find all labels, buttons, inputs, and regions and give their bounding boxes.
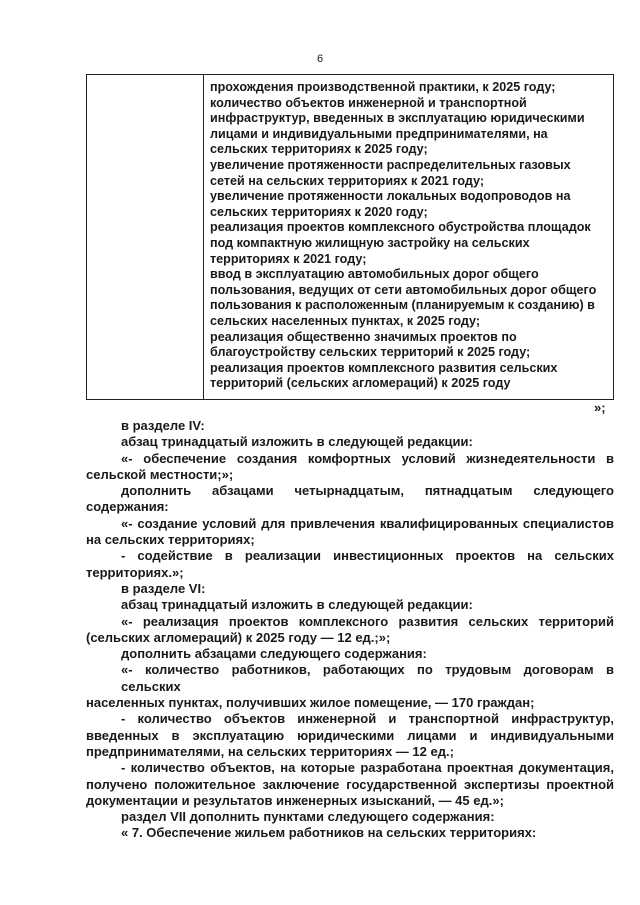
paragraph-line: содержания: [86, 499, 169, 515]
paragraph-line: «- количество работников, работающих по трудовым договорам в сельских [121, 662, 614, 694]
table-line: сетей на сельских территориях к 2021 году; [210, 173, 485, 188]
table-line: территорий (сельских агломераций) к 2025 году [210, 376, 511, 391]
document-body [86, 418, 614, 842]
paragraph-line: «- обеспечение создания комфортных условий жизнедеятельности в [121, 450, 614, 466]
paragraph-line: - содействие в реализации инвестиционных проектов на сельских [121, 548, 614, 564]
table-left-cell [87, 75, 204, 399]
paragraph-line: предпринимателями, на сельских территориях — 12 ед.; [86, 743, 454, 759]
table-right-cell [204, 75, 613, 399]
table-line: сельских населенных пунктах, к 2025 году; [210, 313, 481, 328]
page-number: 6 [316, 53, 324, 65]
paragraph-line: территориях.»; [86, 564, 184, 580]
paragraph-line: абзац тринадцатый изложить в следующей редакции: [121, 597, 473, 613]
table-line: реализация общественно значимых проектов по [210, 329, 517, 344]
paragraph-line: - количество объектов, на которые разработана проектная документация, [121, 760, 614, 776]
paragraph-line: « 7. Обеспечение жильем работников на сельских территориях: [121, 825, 537, 841]
table-line: территориях к 2021 году; [210, 251, 367, 266]
table-line: реализация проектов комплексного развития сельских [210, 360, 558, 375]
paragraph-line: документации и результатов инженерных изысканий, — 45 ед.»; [86, 792, 504, 808]
table-line: пользования, ведущих от сети автомобильных дорог общего [210, 282, 597, 297]
paragraph-line: «- реализация проектов комплексного развития сельских территорий [121, 613, 614, 629]
table-line: под компактную жилищную застройку на сельских [210, 235, 530, 250]
paragraph-line: (сельских агломераций) к 2025 году — 12 ед.;»; [86, 629, 391, 645]
table-line: инфраструктур, введенных в эксплуатацию юридическими [210, 111, 585, 126]
paragraph-line: абзац тринадцатый изложить в следующей редакции: [121, 434, 473, 450]
section-heading: в разделе IV: [121, 418, 205, 433]
table-line: сельских территориях к 2020 году; [210, 204, 428, 219]
paragraph-line: дополнить абзацами следующего содержания: [121, 646, 427, 662]
paragraph-line: введенных в эксплуатацию юридическими лицами и индивидуальными [86, 727, 614, 743]
paragraph-line: получено положительное заключение государственной экспертизы проектной [86, 776, 614, 792]
indicator-table [86, 74, 614, 400]
paragraph-line: - количество объектов инженерной и транспортной инфраструктур, [121, 711, 614, 727]
table-line: количество объектов инженерной и транспортной [210, 95, 527, 110]
section-heading: в разделе VI: [121, 580, 206, 596]
paragraph-line: на сельских территориях; [86, 532, 255, 548]
table-line: пользования к расположенным (планируемым к созданию) в [210, 298, 595, 313]
table-line: сельских территориях к 2025 году; [210, 142, 428, 157]
table-line: реализация проектов комплексного обустройства площадок [210, 220, 591, 235]
paragraph-line: раздел VII дополнить пунктами следующего содержания: [121, 809, 495, 825]
paragraph-line: сельской местности;»; [86, 466, 234, 482]
table-line: увеличение протяженности локальных водопроводов на [210, 189, 571, 204]
paragraph-line: населенных пунктах, получивших жилое помещение, — 170 граждан; [86, 695, 535, 711]
paragraph-line: «- создание условий для привлечения квалифицированных специалистов [121, 515, 614, 531]
closing-quote: »; [594, 400, 606, 415]
table-line: прохождения производственной практики, к 2025 году; [210, 80, 556, 94]
paragraph-line: дополнить абзацами четырнадцатым, пятнадцатым следующего [121, 483, 614, 499]
table-line: ввод в эксплуатацию автомобильных дорог общего [210, 267, 539, 282]
table-line: благоустройству сельских территорий к 2025 году; [210, 345, 531, 360]
table-line: увеличение протяженности распределительных газовых [210, 157, 571, 172]
table-line: лицами и индивидуальными предпринимателями, на [210, 126, 548, 141]
